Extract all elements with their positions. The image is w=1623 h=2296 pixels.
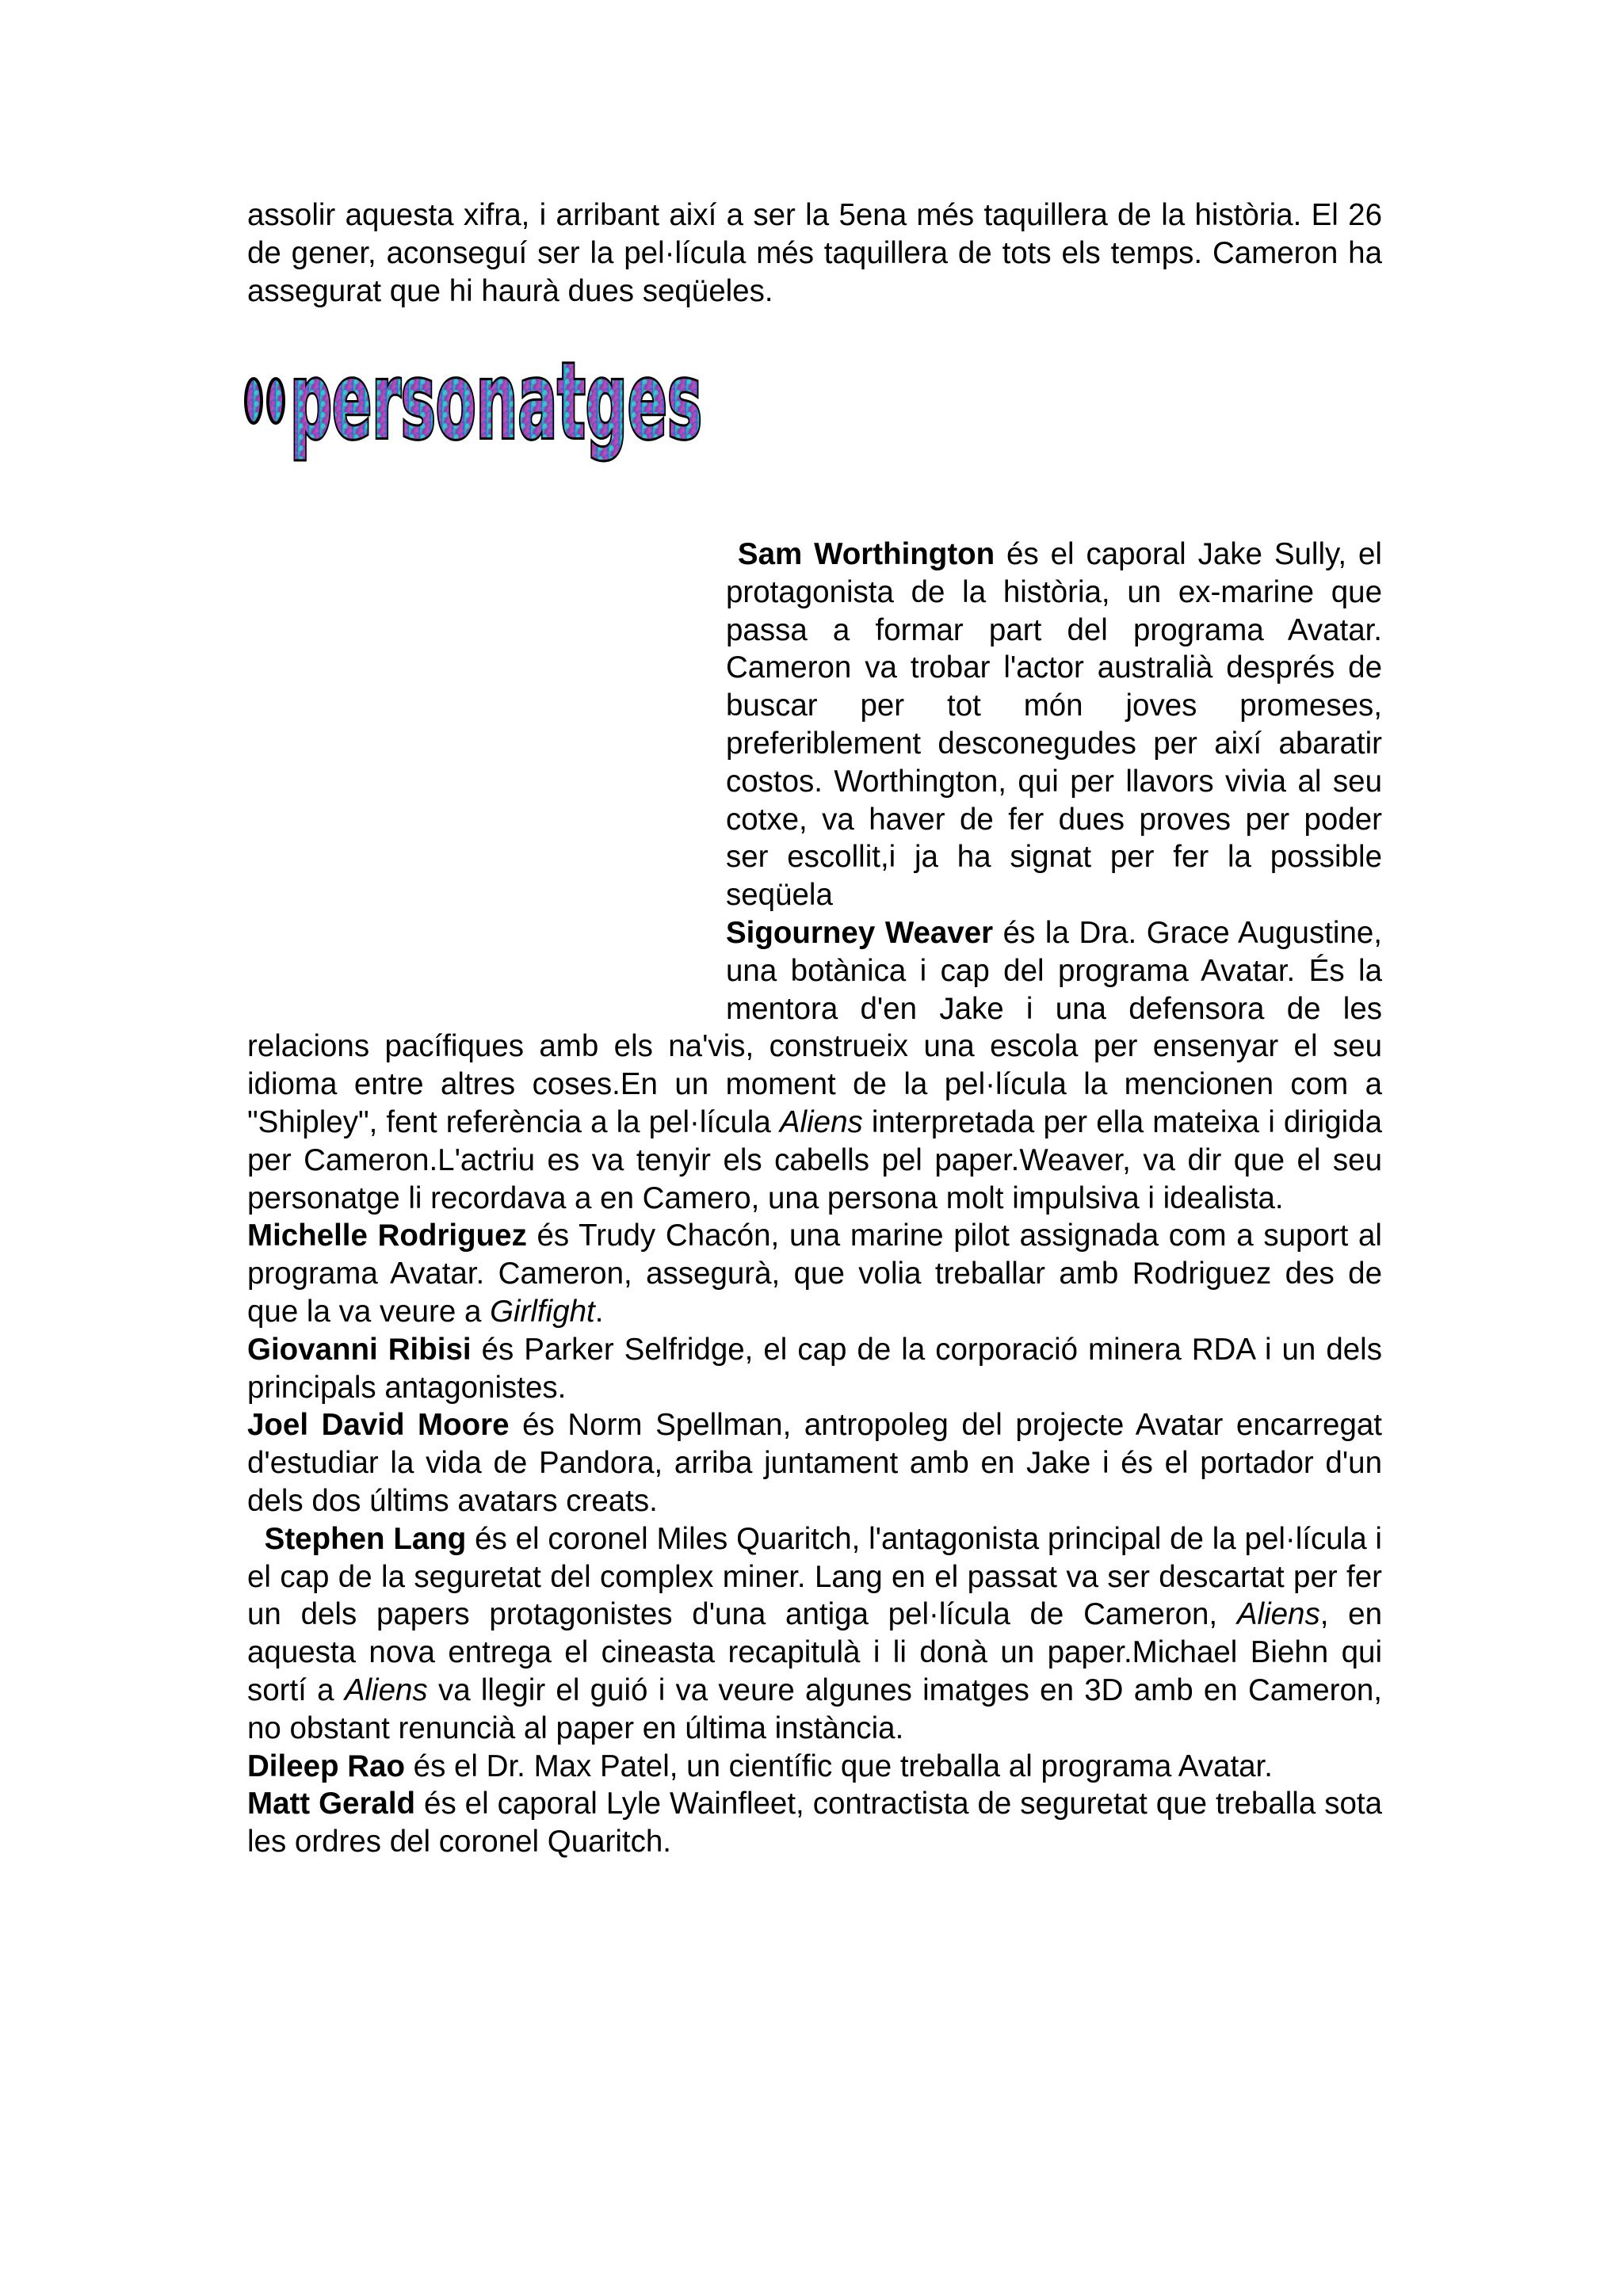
heading-wordart	[242, 341, 707, 494]
character-paragraph	[247, 1785, 1382, 1861]
character-paragraph	[247, 1748, 1382, 1786]
actor-name: Matt Gerald	[247, 1787, 416, 1821]
characters-section	[247, 536, 1382, 1861]
intro-text: assolir aquesta xifra, i arribant així a ser la 5ena més taquillera de la història. El 26 de gener, aconseguí ser la pel·lícula més taquillera de tots els temps. Cameron ha assegurat que hi haurà dues seqüeles.	[247, 198, 1382, 308]
indent-space	[726, 537, 738, 571]
heading-text: personatges	[290, 341, 702, 463]
actor-name: Stephen Lang	[264, 1521, 467, 1556]
character-paragraph	[247, 1520, 1382, 1748]
wordart-bullet	[246, 379, 262, 423]
film-title: Aliens	[344, 1672, 428, 1707]
character-description: , en aquesta nova entrega el cineasta recapitulà i li donà un paper.Michael Biehn qui sortí a	[247, 1597, 1382, 1707]
character-description: és Parker Selfridge, el cap de la corporació minera RDA i un dels principals antagonistes.	[247, 1332, 1382, 1405]
film-title: Aliens	[1236, 1597, 1320, 1632]
actor-name: Sigourney Weaver	[726, 915, 994, 950]
indent-space	[247, 1522, 265, 1556]
character-paragraph	[247, 1406, 1382, 1520]
blank-image-area	[247, 536, 726, 990]
film-title: Aliens	[779, 1104, 863, 1139]
actor-name: Giovanni Ribisi	[247, 1332, 472, 1367]
character-description: és el coronel Miles Quaritch, l'antagonista principal de la pel·lícula i el cap de la seguretat del complex miner. Lang en el passat va ser descartat per fer un dels papers protagonistes d'una antiga pel·lícula de Cameron,	[247, 1521, 1382, 1632]
character-description: és el Dr. Max Patel, un científic que treballa al programa Avatar.	[404, 1749, 1273, 1783]
character-description: .	[594, 1294, 604, 1329]
film-title: Girlfight	[490, 1294, 595, 1329]
character-description: és la Dra. Grace Augustine, una botànica i cap del programa Avatar. És la mentora d'en Jake i una defensora de les relacions pacífiques amb els na'vis, construeix una escola per ensenyar el seu idioma entre altres coses.En un moment de la pel·lícula la mencionen com a "Shipley", fent referència a la pel·lícula	[247, 915, 1382, 1139]
character-description: és el caporal Lyle Wainfleet, contractista de seguretat que treballa sota les ordres del coronel Quaritch.	[247, 1787, 1382, 1859]
character-description: és Trudy Chacón, una marine pilot assignada com a suport al programa Avatar. Cameron, assegurà, que volia treballar amb Rodriguez des de que la va veure a	[247, 1219, 1382, 1329]
actor-name: Dileep Rao	[247, 1749, 405, 1783]
character-paragraph	[247, 1217, 1382, 1330]
actor-name: Sam Worthington	[737, 537, 995, 571]
wordart-bullet	[268, 379, 284, 423]
character-description: interpretada per ella mateixa i dirigida per Cameron.L'actriu es va tenyir els cabells pel paper.Weaver, va dir que el seu personatge li recordava a en Camero, una persona molt impulsiva i idealista.	[247, 1104, 1382, 1215]
actor-name: Joel David Moore	[247, 1408, 510, 1443]
character-description: és Norm Spellman, antropoleg del projecte Avatar encarregat d'estudiar la vida de Pandora, arriba juntament amb en Jake i és el portador d'un dels dos últims avatars creats.	[247, 1408, 1382, 1518]
intro-paragraph	[247, 196, 1382, 310]
character-description: és el caporal Jake Sully, el protagonista de la història, un ex-marine que passa a formar part del programa Avatar. Cameron va trobar l'actor australià després de buscar per tot món joves promeses, preferiblement desconegudes per així abaratir costos. Worthington, qui per llavors vivia al seu cotxe, va haver de fer dues proves per poder ser escollit,i ja ha signat per fer la possible seqüela	[726, 537, 1382, 913]
actor-name: Michelle Rodriguez	[247, 1219, 527, 1253]
character-paragraph	[247, 1331, 1382, 1407]
character-description: va llegir el guió i va veure algunes imatges en 3D amb en Cameron, no obstant renuncià al paper en última instància.	[247, 1672, 1382, 1745]
